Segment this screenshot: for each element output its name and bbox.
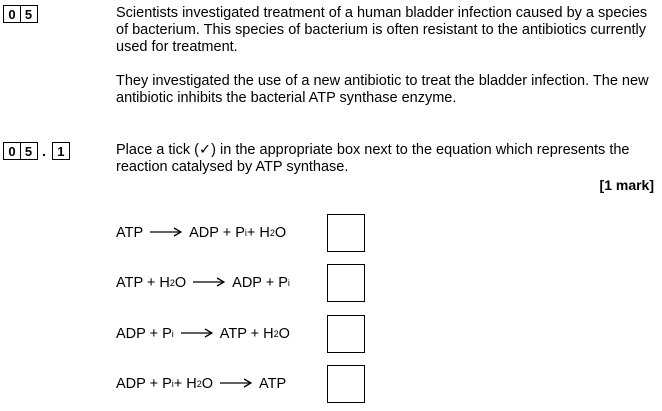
subquestion-prompt: Place a tick (✓) in the appropriate box next to the equation which represents the reaction catalysed by ATP synthase. bbox=[116, 142, 630, 175]
arrow-icon bbox=[193, 275, 225, 291]
equation-1-left: ATP bbox=[116, 225, 144, 241]
arrow-icon bbox=[150, 225, 182, 241]
equation-1-right-tail-end: O bbox=[274, 225, 287, 241]
equation-1-right: ADP + P bbox=[189, 225, 245, 241]
tick-box-option-4[interactable] bbox=[327, 365, 365, 403]
tick-box-option-1[interactable] bbox=[327, 214, 365, 252]
equation-2-left: ATP + H bbox=[116, 275, 170, 291]
subquestion-separator: . bbox=[42, 143, 46, 159]
equation-option-1 bbox=[116, 225, 286, 241]
arrow-icon bbox=[181, 326, 213, 342]
equation-option-4 bbox=[116, 376, 286, 392]
equation-3-right-end: O bbox=[278, 326, 290, 342]
intro-paragraph-2: They investigated the use of a new antibiotic to treat the bladder infection. The new antibiotic inhibits the bacterial ATP synthase enzyme. bbox=[116, 73, 649, 106]
equation-3-left: ADP + P bbox=[116, 326, 172, 342]
tick-box-option-3[interactable] bbox=[327, 315, 365, 353]
equation-option-3 bbox=[116, 326, 290, 342]
equation-1-right-tail: + H bbox=[246, 225, 270, 241]
subquestion-digit-2: 5 bbox=[20, 142, 38, 160]
equation-2-left-end: O bbox=[174, 275, 187, 291]
subquestion-number bbox=[3, 142, 68, 160]
equation-4-left: ADP + P bbox=[116, 376, 172, 392]
subquestion-digit-1: 0 bbox=[3, 142, 21, 160]
equation-3-left-sub: i bbox=[171, 329, 174, 339]
intro-paragraph-1: Scientists investigated treatment of a human bladder infection caused by a species of bacterium. This species of bacterium is often resistant to the antibiotics currently used for treatment. bbox=[116, 5, 648, 55]
equation-4-left-tail-sub: 2 bbox=[196, 379, 202, 389]
equation-4-left-sub: i bbox=[171, 379, 174, 389]
question-digit-1: 0 bbox=[3, 5, 21, 23]
equation-3-right-sub: 2 bbox=[273, 329, 279, 339]
equation-option-2 bbox=[116, 275, 290, 291]
question-number bbox=[3, 5, 36, 23]
equation-4-right: ATP bbox=[259, 376, 287, 392]
equation-3-right: ATP + H bbox=[219, 326, 274, 342]
equation-2-left-sub: 2 bbox=[169, 278, 175, 288]
marks-label: [1 mark] bbox=[599, 177, 654, 193]
subquestion-part: 1 bbox=[52, 142, 70, 160]
equation-1-right-sub: i bbox=[244, 228, 247, 238]
tick-box-option-2[interactable] bbox=[327, 264, 365, 302]
arrow-icon bbox=[220, 376, 252, 392]
equation-4-left-tail-end: O bbox=[201, 376, 214, 392]
equation-2-right-sub: i bbox=[287, 278, 290, 288]
question-digit-2: 5 bbox=[20, 5, 38, 23]
equation-2-right: ADP + P bbox=[232, 275, 288, 291]
equation-1-right-tail-sub: 2 bbox=[269, 228, 275, 238]
equation-4-left-tail: + H bbox=[173, 376, 197, 392]
